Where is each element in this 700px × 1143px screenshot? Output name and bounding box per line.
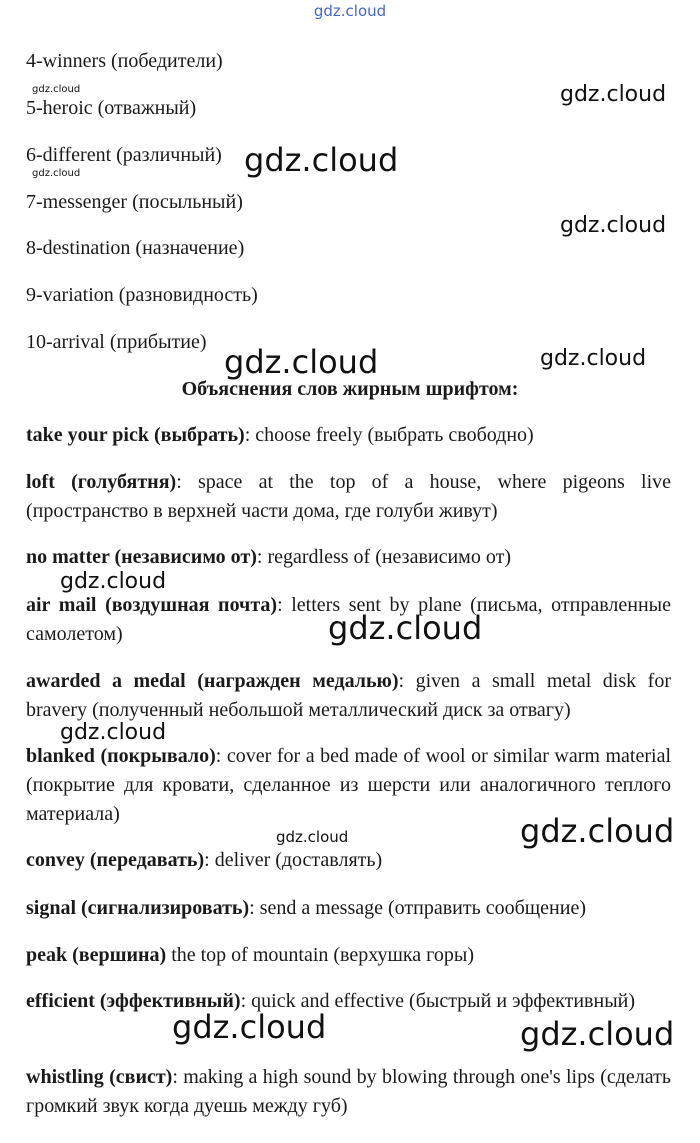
- watermark: gdz.cloud: [540, 346, 647, 371]
- answer-line: 5-heroic (отважный): [26, 97, 197, 119]
- answer-line: 9-variation (разновидность): [26, 284, 258, 306]
- vocab-entry: [26, 987, 671, 1016]
- watermark: gdz.cloud: [172, 1008, 327, 1046]
- vocab-definition: : space at the top of a house, where pigeons live (пространство в верхней части дома, где голуби живут): [26, 471, 672, 522]
- watermark: gdz.cloud: [32, 168, 81, 179]
- vocab-term: air mail (воздушная почта): [26, 594, 278, 616]
- answer-line: 6-different (различный): [26, 144, 222, 166]
- watermark: gdz.cloud: [328, 609, 483, 647]
- vocab-definition: : regardless of (независимо от): [256, 546, 511, 568]
- vocab-definition: : given a small metal disk for bravery (полученный небольшой металлический диск за отвагу): [26, 670, 672, 721]
- vocab-entry: [26, 846, 671, 875]
- vocab-term: peak (вершина): [26, 944, 167, 966]
- answer-line: 7-messenger (посыльный): [26, 191, 243, 213]
- watermark: gdz.cloud: [224, 343, 379, 381]
- watermark: gdz.cloud: [32, 84, 81, 95]
- vocab-entry: [26, 1063, 671, 1121]
- vocab-definition: : deliver (доставлять): [204, 849, 383, 871]
- watermark: gdz.cloud: [60, 569, 167, 594]
- watermark: gdz.cloud: [520, 812, 675, 850]
- vocab-definition: : quick and effective (быстрый и эффективный): [240, 990, 636, 1012]
- vocab-definition: : letters sent by plane (письма, отправленные самолетом): [26, 594, 671, 645]
- vocab-term: take your pick (выбрать): [26, 424, 245, 446]
- vocab-definition: : send a message (отправить сообщение): [249, 897, 586, 919]
- vocab-term: loft (голубятня): [26, 471, 177, 493]
- vocab-definition: the top of mountain (верхушка горы): [166, 944, 474, 966]
- vocab-term: signal (сигнализировать): [26, 897, 250, 919]
- answer-line: 8-destination (назначение): [26, 237, 245, 259]
- vocab-definition: : making a high sound by blowing through one's lips (сделать громкий звук когда дуешь между губ): [26, 1066, 671, 1117]
- answer-line: 4-winners (победители): [26, 50, 223, 72]
- watermark: gdz.cloud: [276, 828, 349, 846]
- answer-line: 10-arrival (прибытие): [26, 331, 207, 353]
- vocab-term: convey (передавать): [26, 849, 205, 871]
- watermark: gdz.cloud: [560, 82, 667, 107]
- vocab-entry: [26, 941, 671, 970]
- watermark: gdz.cloud: [244, 141, 399, 179]
- vocab-entry: [26, 894, 671, 923]
- vocab-term: no matter (независимо от): [26, 546, 257, 568]
- vocab-definition: : choose freely (выбрать свободно): [244, 424, 534, 446]
- vocab-definition: : cover for a bed made of wool or similar warm material (покрытие для кровати, сделанное из шерсти или аналогичного теплого материала): [26, 745, 672, 825]
- watermark: gdz.cloud: [520, 1015, 675, 1053]
- vocab-entry: [26, 421, 671, 450]
- vocab-term: efficient (эффективный): [26, 990, 241, 1012]
- vocab-term: blanked (покрывало): [26, 745, 216, 767]
- vocab-entry: [26, 667, 671, 725]
- vocab-term: whistling (свист): [26, 1066, 173, 1088]
- vocab-term: awarded a medal (награжден медалью): [26, 670, 399, 692]
- watermark: gdz.cloud: [560, 213, 667, 238]
- watermark: gdz.cloud: [60, 720, 167, 745]
- site-link[interactable]: gdz.cloud: [313, 2, 387, 20]
- section-heading: Объяснения слов жирным шрифтом:: [181, 378, 519, 400]
- vocab-entry: [26, 468, 671, 526]
- vocab-entry: [26, 543, 671, 572]
